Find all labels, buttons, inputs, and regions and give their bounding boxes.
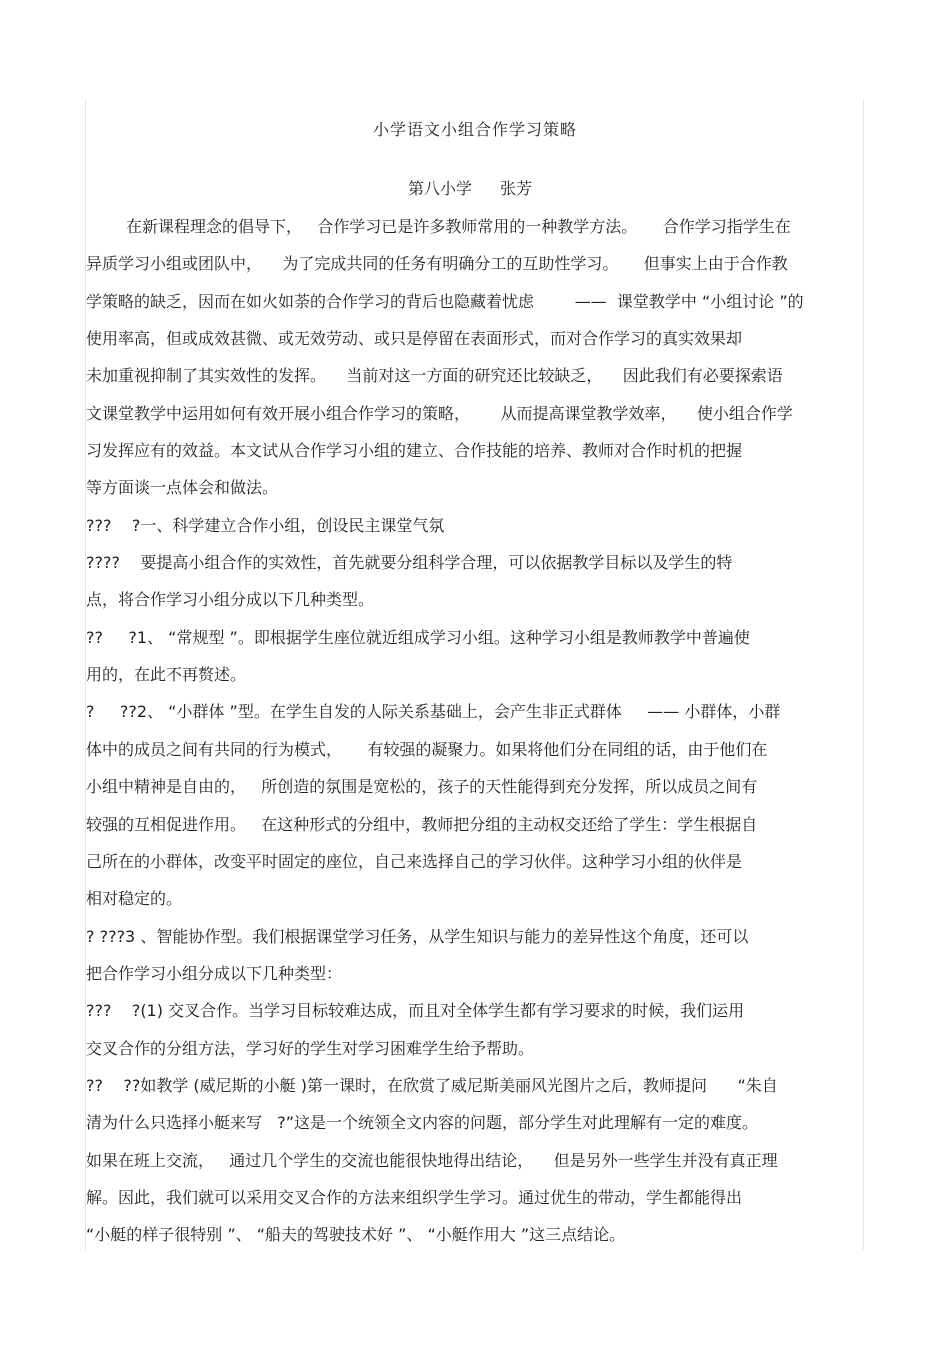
text-line: 等方面谈一点体会和做法。 [86, 478, 279, 498]
text-line: 习发挥应有的效益。本文试从合作学习小组的建立、合作技能的培养、教师对合作时机的把握 [86, 441, 743, 461]
text-line: 较强的互相促进作用。 在这种形式的分组中，教师把分组的主动权交还给了学生：学生根据自 [86, 814, 758, 834]
text-line: 交叉合作的分组方法，学习好的学生对学习困难学生给予帮助。 [86, 1038, 535, 1058]
text-line: 体中的成员之间有共同的行为模式， 有较强的凝聚力。如果将他们分在同组的话，由于他们在 [86, 739, 768, 759]
document-title: 小学语文小组合作学习策略 [372, 120, 577, 139]
text-line: 点，将合作学习小组分成以下几种类型。 [86, 590, 375, 610]
text-line: ???? 要提高小组合作的实效性，首先就要分组科学合理，可以依据教学目标以及学生的特 [86, 553, 733, 573]
text-line: 己所在的小群体，改变平时固定的座位，自己来选择自己的学习伙伴。这种学习小组的伙伴是 [86, 851, 743, 871]
text-line: 用的，在此不再赘述。 [86, 665, 247, 685]
text-line: 使用率高，但或成效甚微、或无效劳动、或只是停留在表面形式，而对合作学习的真实效果却 [86, 329, 743, 349]
text-line: 未加重视抑制了其实效性的发挥。 当前对这一方面的研究还比较缺乏， 因此我们有必要探索语 [86, 366, 783, 386]
text-line: “小艇的样子很特别 ”、 “船夫的驾驶技术好 ”、 “小艇作用大 ”这三点结论。 [86, 1225, 626, 1245]
text-line: ?? ?1、 “常规型 ”。即根据学生座位就近组成学习小组。这种学习小组是教师教学中普遍使 [86, 627, 750, 647]
text-line: 解。因此，我们就可以采用交叉合作的方法来组织学生学习。通过优生的带动，学生都能得出 [86, 1187, 743, 1207]
text-line: 学策略的缺乏，因而在如火如荼的合作学习的背后也隐藏着忧虑 —— 课堂教学中 “小组讨论 ”的 [86, 291, 804, 311]
text-line: 文课堂教学中运用如何有效开展小组合作学习的策略， 从而提高课堂教学效率， 使小组合作学 [86, 403, 793, 423]
text-line: ?? ??如教学 (威尼斯的小艇 )第一课时，在欣赏了威尼斯美丽风光图片之后，教师提问 “朱自 [86, 1075, 778, 1095]
author-line [408, 176, 560, 199]
text-line: 清为什么只选择小艇来写 ?”这是一个统领全文内容的问题，部分学生对此理解有一定的难度。 [86, 1113, 759, 1133]
text-line: 在新课程理念的倡导下， 合作学习已是许多教师常用的一种教学方法。 合作学习指学生在 [126, 217, 791, 236]
text-line: ? ???3 、智能协作型。我们根据课堂学习任务，从学生知识与能力的差异性这个角度，还可以 [86, 926, 749, 946]
text-line: ? ??2、 “小群体 ”型。在学生自发的人际关系基础上，会产生非正式群体 —— 小群体，小群 [86, 702, 781, 722]
text-line: ??? ?一、科学建立合作小组，创设民主课堂气氛 [86, 515, 445, 535]
text-line: 如果在班上交流， 通过几个学生的交流也能很快地得出结论， 但是另外一些学生并没有真正理 [86, 1150, 778, 1170]
text-line: ??? ?(1) 交叉合作。当学习目标较难达成，而且对全体学生都有学习要求的时候，我们运用 [86, 1001, 745, 1021]
document-body [86, 208, 876, 1254]
author-name: 张芳 [500, 179, 533, 198]
text-line: 相对稳定的。 [86, 889, 183, 909]
text-line: 异质学习小组或团队中， 为了完成共同的任务有明确分工的互助性学习。 但事实上由于合作教 [86, 254, 788, 274]
author-school: 第八小学 [408, 179, 473, 198]
text-line: 把合作学习小组分成以下几种类型： [86, 963, 343, 983]
text-line: 小组中精神是自由的， 所创造的氛围是宽松的，孩子的天性能得到充分发挥，所以成员之间有 [86, 777, 758, 797]
